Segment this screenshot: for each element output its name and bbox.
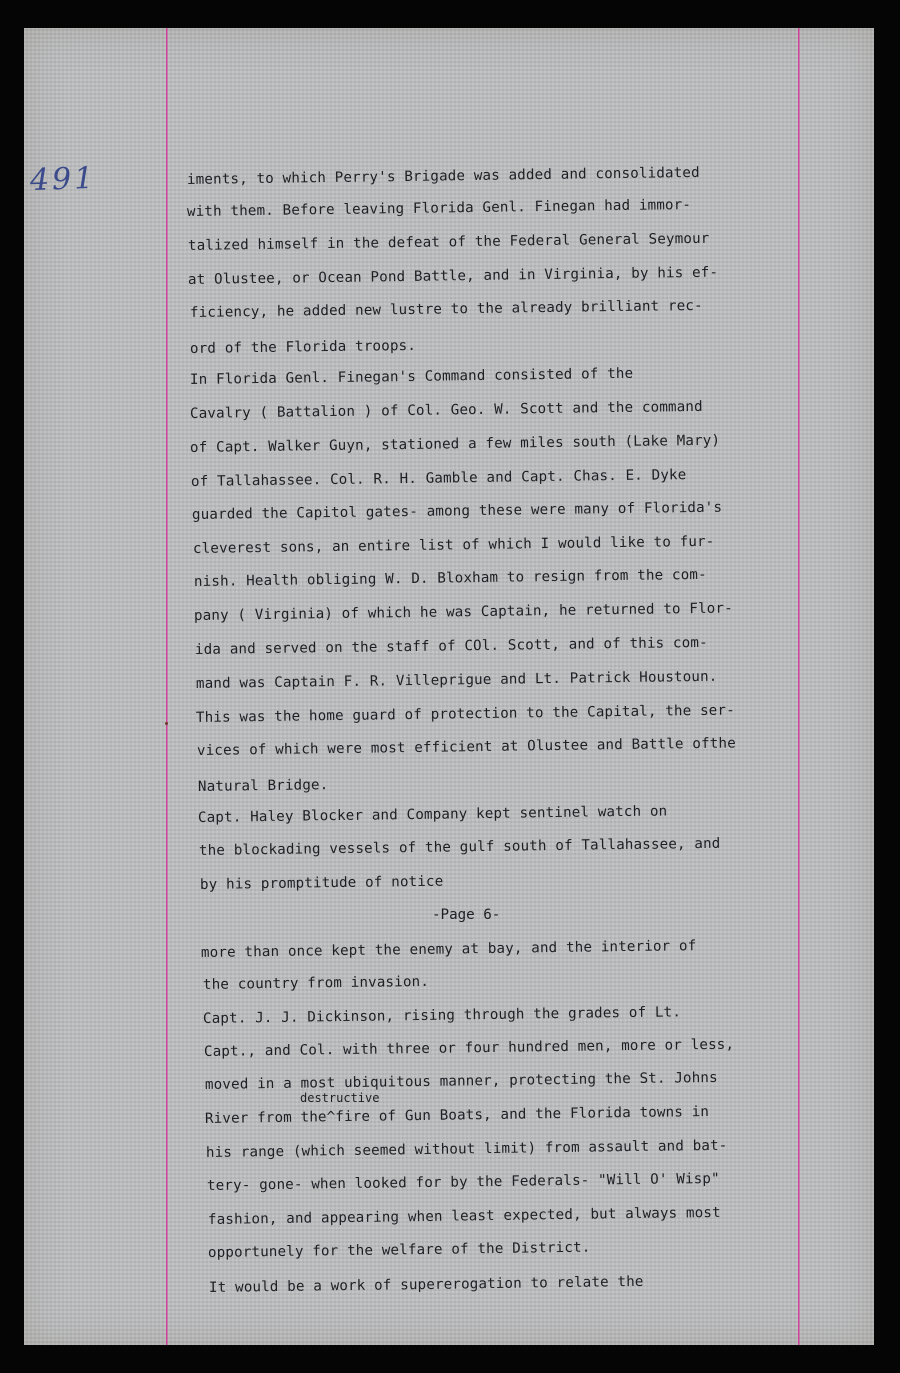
text-line: ida and served on the staff of COl. Scott, and of this com- bbox=[194, 634, 708, 658]
text-line: nish. Health obliging W. D. Bloxham to resign from the com- bbox=[193, 566, 707, 590]
text-line: pany ( Virginia) of which he was Captain, he returned to Flor- bbox=[193, 600, 733, 624]
text-line: ord of the Florida troops. bbox=[189, 337, 417, 357]
text-line: Cavalry ( Battalion ) of Col. Geo. W. Scott and the command bbox=[189, 398, 703, 422]
page-marker: -Page 6- bbox=[432, 907, 501, 923]
interlinear-insertion: destructive bbox=[300, 1091, 380, 1105]
text-line: more than once kept the enemy at bay, and the interior of bbox=[200, 938, 697, 961]
right-margin-rule bbox=[798, 28, 799, 1345]
text-line: talized himself in the defeat of the Federal General Seymour bbox=[187, 230, 710, 254]
text-line: by his promptitude of notice bbox=[199, 873, 444, 893]
text-line: River from the^fire of Gun Boats, and the Florida towns in bbox=[204, 1103, 710, 1127]
text-line: fashion, and appearing when least expected, but always most bbox=[207, 1204, 721, 1228]
text-line: moved in a most ubiquitous manner, protecting the St. Johns bbox=[204, 1069, 718, 1093]
text-line: the country from invasion. bbox=[202, 973, 430, 993]
text-line: of Tallahassee. Col. R. H. Gamble and Capt. Chas. E. Dyke bbox=[190, 467, 687, 490]
text-line: It would be a work of supererogation to relate the bbox=[208, 1273, 644, 1296]
text-line: guarded the Capitol gates- among these were many of Florida's bbox=[191, 499, 723, 523]
text-line: of Capt. Walker Guyn, stationed a few miles south (Lake Mary) bbox=[189, 432, 721, 456]
text-line: vices of which were most efficient at Olustee and Battle ofthe bbox=[196, 735, 736, 759]
text-line: Capt. Haley Blocker and Company kept sentinel watch on bbox=[197, 803, 668, 826]
text-line: iments, to which Perry's Brigade was added and consolidated bbox=[186, 164, 700, 188]
text-line: This was the home guard of protection to the Capital, the ser- bbox=[195, 702, 735, 726]
text-line: ficiency, he added new lustre to the already brilliant rec- bbox=[189, 297, 703, 321]
text-line: opportunely for the welfare of the District. bbox=[207, 1239, 591, 1261]
text-line: Natural Bridge. bbox=[197, 777, 329, 795]
text-line: mand was Captain F. R. Villeprigue and Lt. Patrick Houstoun. bbox=[195, 668, 718, 692]
text-line: with them. Before leaving Florida Genl. Finegan had immor- bbox=[186, 196, 692, 220]
left-margin-rule bbox=[166, 28, 167, 1345]
text-line: the blockading vessels of the gulf south of Tallahassee, and bbox=[198, 835, 721, 859]
text-line: In Florida Genl. Finegan's Command consisted of the bbox=[189, 365, 634, 388]
ink-spot bbox=[165, 722, 168, 725]
folio-number: 491 bbox=[29, 160, 97, 199]
text-line: Capt., and Col. with three or four hundred men, more or less, bbox=[203, 1036, 735, 1060]
text-line: Capt. J. J. Dickinson, rising through the grades of Lt. bbox=[202, 1004, 682, 1027]
text-line: tery- gone- when looked for by the Federals- "Will O' Wisp" bbox=[206, 1170, 720, 1194]
text-line: his range (which seemed without limit) from assault and bat- bbox=[205, 1137, 728, 1161]
text-line: at Olustee, or Ocean Pond Battle, and in Virginia, by his ef- bbox=[187, 264, 719, 288]
text-line: cleverest sons, an entire list of which I would like to fur- bbox=[192, 533, 715, 557]
